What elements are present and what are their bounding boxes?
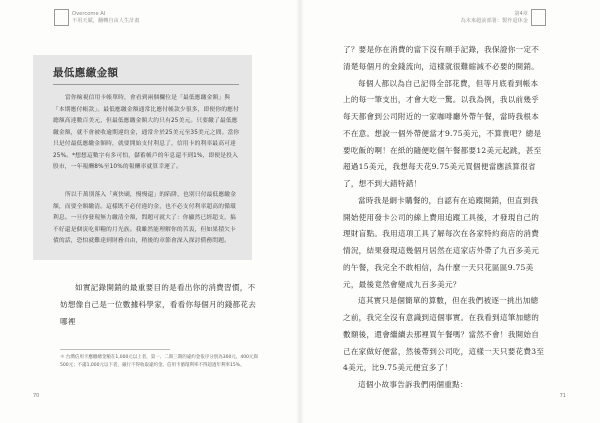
running-head-line2: 為未來超前部署：製作退休金 [460, 18, 528, 24]
sidebar-paragraph-2: 所以千萬別落入「爽快刷，慢慢還」的陷阱，也別只付最低應繳金額，而要全額繳清。這樣既不必付違約金，也不必支付利率超高的循環利息。一旦你發現無力繳清全額，問題可就大了：你顯然已經超支，搞不好還是個寅吃卯糧的月光族。我雖然能理解你的苦衷，但如果積欠卡債的話，恐怕就難達到財務自由，稍後的章節會深入探討償務問題。 [53, 192, 237, 244]
running-head-line1: Overcome AI [72, 11, 106, 17]
footnote-rule [60, 349, 170, 350]
left-body-paragraph: 如實記錄開銷的最重要目的是看出你的消費習慣，不妨想像自己是一位數據科學家，看看你每個月的錢都花去哪裡 [60, 283, 257, 326]
running-head-line1: 第4章 [514, 11, 528, 17]
sidebar-box-title: 最低應繳金額 [53, 67, 119, 79]
right-paragraph-4: 這其實只是個簡單的算數，但在我們被逐一挑出加總之前，我完全沒有意識到這個事實。在我看到這筆加總的數額後，還會繼續去那裡買午餐嗎？當然不會！我開始自己在家做好便當，然後帶到公司吃，這樣一天只要花費3至4美元，比9.75美元便宜多了！ [343, 296, 545, 373]
right-paragraph-3: 當時我是網卡購餐的，自認有在追蹤開銷，但直到我開始使用發卡公司的線上費用追蹤工具後，才發現自己的理財盲點。我用這項工具了解每次在各家特約商店的消費情況，結果發現這幾個月居然在這家店外帶了九百多美元的午餐，我完全不敢相信，為什麼一天只花區區9.75美元，最後竟然會變成九百多美元？ [343, 195, 540, 289]
right-paragraph-2: 每個人都以為自己記得全部花費，但等月底看到帳本上的每一筆支出，才會大吃一驚。以我為例，我以前幾乎每天都會到公司附近的一家咖啡廳外帶午餐，當時我根本不在意。想說一個外帶便當才9.75美元，不算貴吧？總是要吃飯的啊！在紙的隨便吃個午餐都要12美元起跳，甚至超過15美元，我想每天花9.75美元買個便當應該算很省了，想不到大錯特錯！ [343, 78, 542, 188]
page-number-right: 71 [559, 393, 566, 399]
running-head-mark [54, 9, 69, 26]
sidebar-paragraph-1: 當你檢視信用卡帳單時，會看到兩個欄位是「最低應繳金額」與「本期應付帳款」。最低應繳金額通常比應付帳款少很多，即便你的應付總額高達數百美元，但最低應繳金額大約只有25美元。只要繳了最低應繳金額，就不會被收逾期違約金，通常介於25美元至35美元之間。當你只是付最低應繳金額時，就要開始支付利息了，信用卡的利率最高可達25%。*想想這數字有多可怕，儲蓄帳戶的年息還不到1%，即便是投入股市，一年報酬8%至10%的報酬率就算幸運了。 [53, 95, 240, 170]
right-paragraph-1: 了？要是你在消費的當下沒有順手記錄，我保證你一定不清楚每個月的金錢流向，這樣就很難縮減不必要的開銷。 [343, 45, 540, 71]
footnote: ＊ 台灣信用卡應繳總金額在1,000元以上者，第一、二與三期的違約金依序分別為300元、400元與500元；不滿1,000元以下者，銀行不得收取違約金。信用卡循環利率不得超過年利率15%。 [60, 355, 258, 368]
running-head-line2: 不用天賦，翻轉自由人生計畫 [72, 18, 140, 24]
right-body-text [343, 42, 546, 394]
page-number-left: 70 [33, 393, 40, 399]
sidebar-box [33, 55, 252, 260]
running-head-left [72, 11, 139, 25]
running-head-mark [531, 9, 546, 26]
right-paragraph-5: 這個小故事告訴我們兩個重點： [358, 380, 468, 389]
running-head-right [461, 11, 528, 25]
sidebar-box-rule [53, 84, 239, 85]
